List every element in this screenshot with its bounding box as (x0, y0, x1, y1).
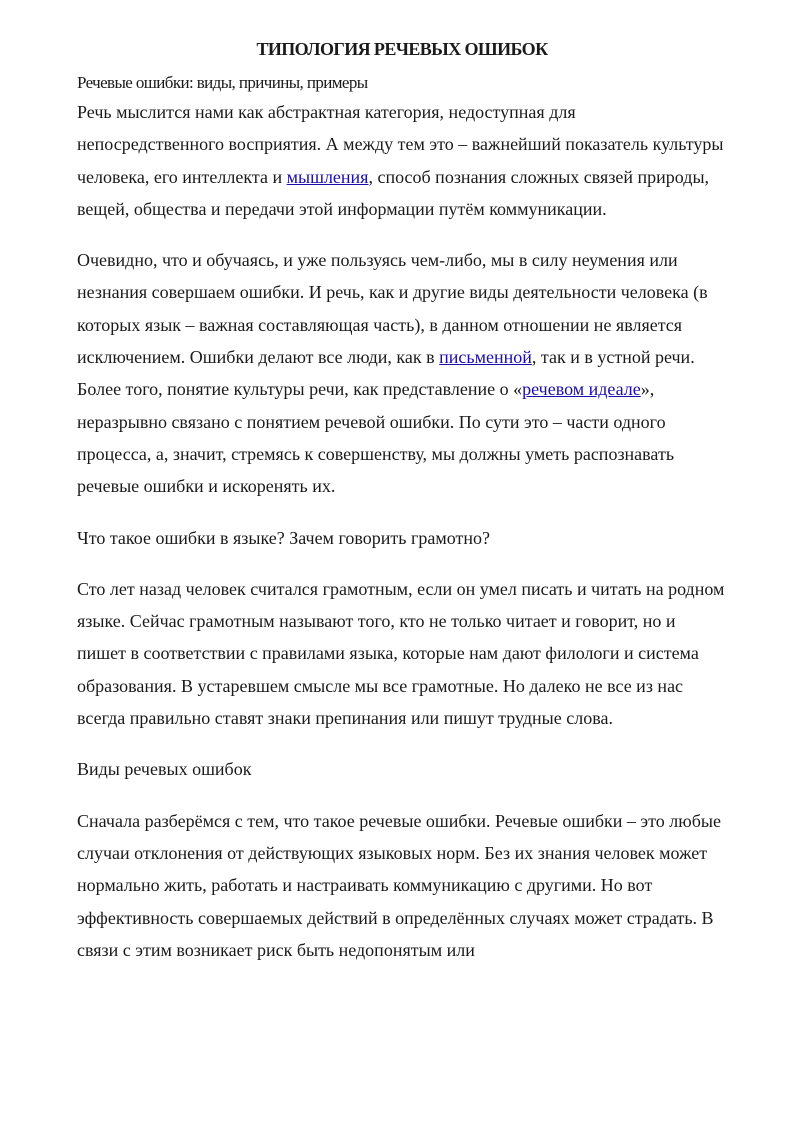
link-thinking[interactable]: мышления (286, 166, 369, 187)
paragraph-text: », неразрывно связано с понятием речевой ошибки. По сути это – части одного процесса, а, значит, стремясь к совершенству, мы должны уметь распознавать речевые ошибки и искоренять их. (77, 379, 675, 497)
paragraph-errors (77, 244, 727, 502)
paragraph-literacy: Сто лет назад человек считался грамотным, если он умел писать и читать на родном языке. Сейчас грамотным называют того, кто не только читает и говорит, но и пишет в соответствии с правилами языка, которые нам дают филологи и система образования. В устаревшем смысле мы все грамотные. Но далеко не все из нас всегда правильно ставят знаки препинания или пишут трудные слова. (77, 578, 725, 729)
document-page (77, 36, 727, 985)
document-subtitle: Речевые ошибки: виды, причины, примеры (77, 73, 368, 92)
paragraph-text: , так и в устной речи. Более того, понятие культуры речи, как представление о « (77, 347, 695, 400)
section-heading-literacy: Что такое ошибки в языке? Зачем говорить грамотно? (77, 527, 490, 548)
document-title: ТИПОЛОГИЯ РЕЧЕВЫХ ОШИБОК (256, 39, 548, 59)
paragraph-text: Очевидно, что и обучаясь, и уже пользуясь чем-либо, мы в силу неумения или незнания совершаем ошибки. И речь, как и другие виды деятельности человека (в которых язык – важная составляющая часть), в данном отношении не является исключением. Ошибки делают все люди, как в (77, 250, 708, 368)
section-heading-error-types: Виды речевых ошибок (77, 759, 252, 780)
paragraph-intro (77, 96, 727, 225)
paragraph-text: , способ познания сложных связей природы, вещей, общества и передачи этой информации путём коммуникации. (77, 166, 710, 219)
paragraph-error-types: Сначала разберёмся с тем, что такое речевые ошибки. Речевые ошибки – это любые случаи отклонения от действующих языковых норм. Без их знания человек может нормально жить, работать и настраивать коммуникацию с другими. Но вот эффективность совершаемых действий в определённых случаях может страдать. В связи с этим возникает риск быть недопонятым или (77, 810, 721, 960)
link-speech-ideal[interactable]: речевом идеале (522, 379, 641, 400)
link-written[interactable]: письменной (439, 347, 532, 368)
paragraph-text: Речь мыслится нами как абстрактная категория, недоступная для непосредственного восприятия. А между тем это – важнейший показатель культуры человека, его интеллекта и (77, 102, 724, 187)
